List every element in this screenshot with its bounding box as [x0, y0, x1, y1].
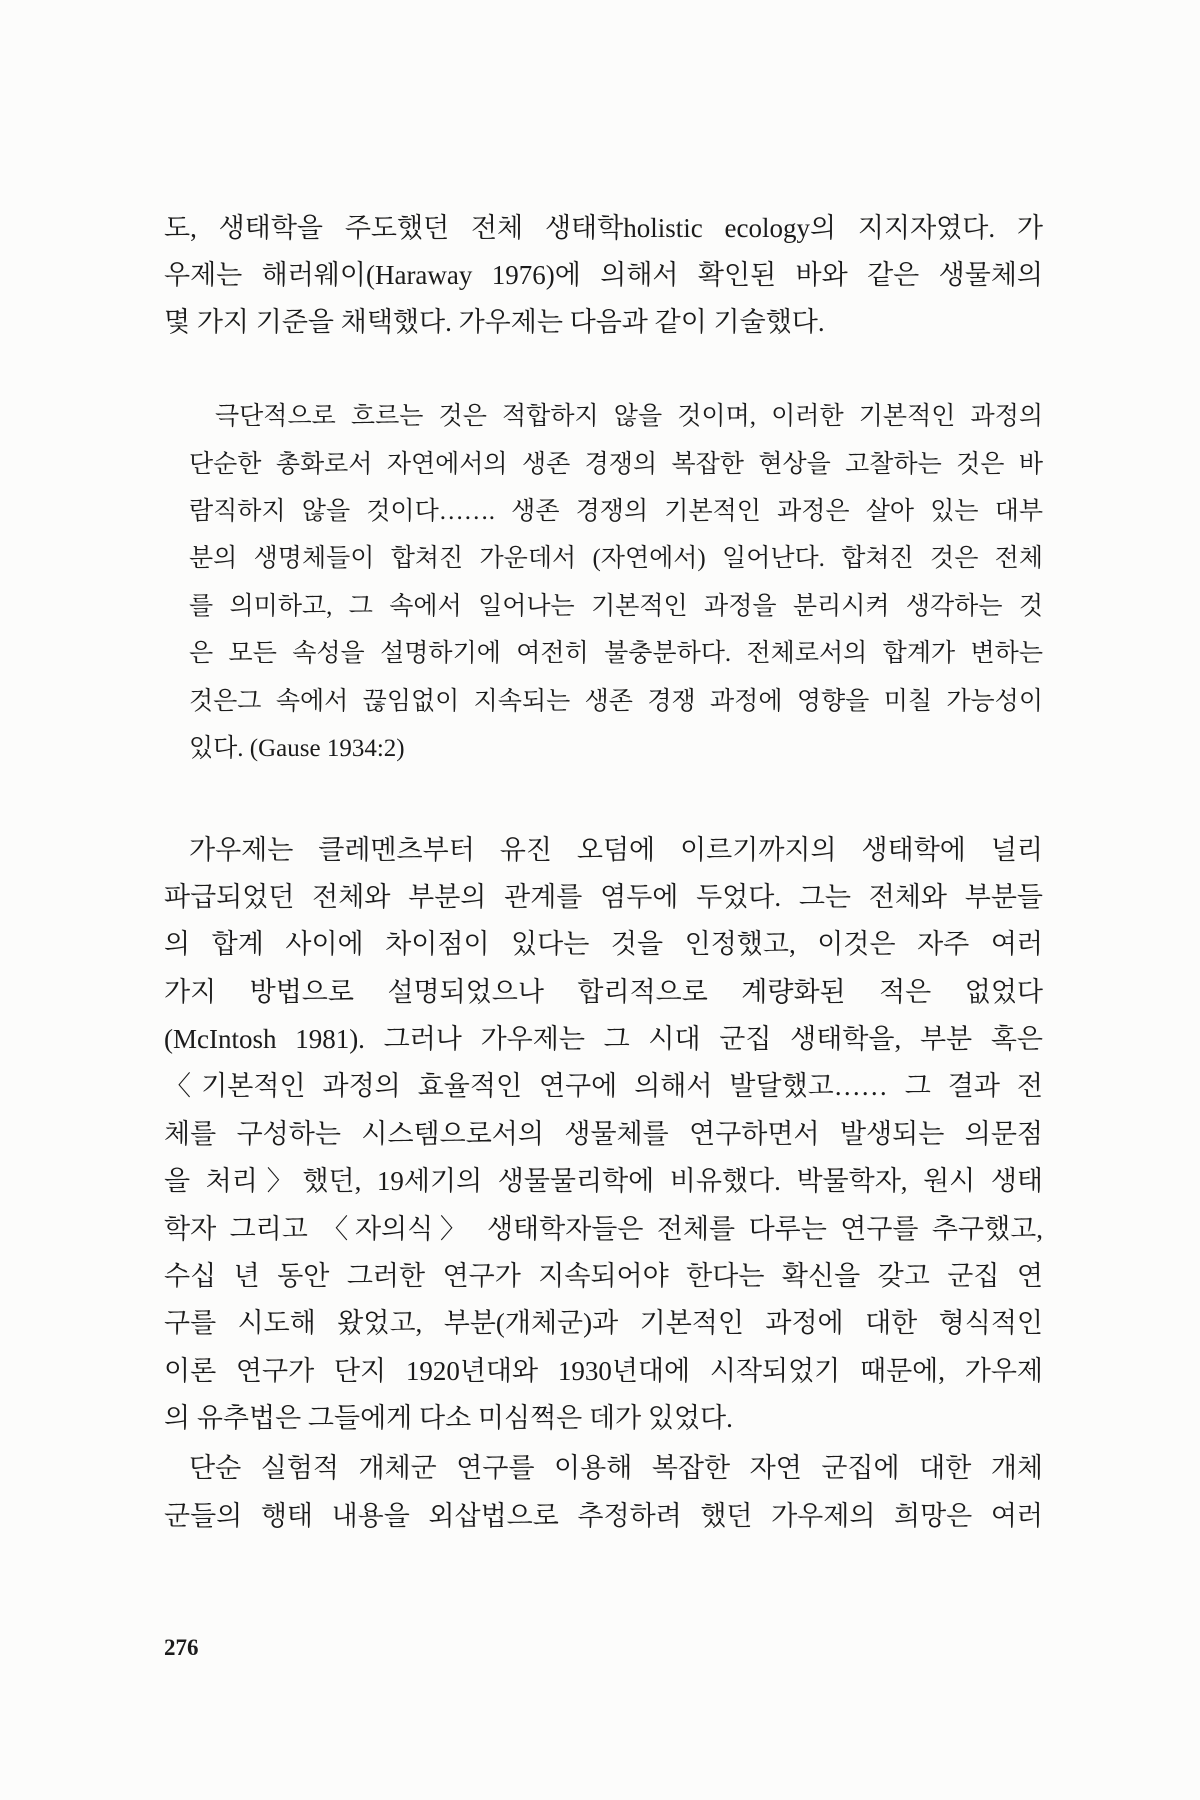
text-line: 가우제는 클레멘츠부터 유진 오덤에 이르기까지의 생태학에 널리: [189, 834, 1043, 865]
quote-line: 은 모든 속성을 설명하기에 여전히 불충분하다. 전체로서의 합계가 변하는: [189, 640, 1043, 668]
quote-line: 단순한 총화로서 자연에서의 생존 경쟁의 복잡한 현상을 고찰하는 것은 바: [189, 450, 1043, 478]
block-quote: [189, 393, 1043, 772]
text-line: 의 유추법은 그들에게 다소 미심쩍은 데가 있었다.: [164, 1403, 733, 1434]
paragraph-intro: [164, 205, 1043, 347]
text-line: 체를 구성하는 시스템으로서의 생물체를 연구하면서 발생되는 의문점: [164, 1118, 1043, 1149]
quote-line: 것은그 속에서 끊임없이 지속되는 생존 경쟁 과정에 영향을 미칠 가능성이: [189, 687, 1043, 715]
text-line: 수십 년 동안 그러한 연구가 지속되어야 한다는 확신을 갖고 군집 연: [164, 1261, 1043, 1292]
text-line: 이론 연구가 단지 1920년대와 1930년대에 시작되었기 때문에, 가우제: [164, 1355, 1043, 1386]
quote-line: 분의 생명체들이 합쳐진 가운데서 (자연에서) 일어난다. 합쳐진 것은 전체: [189, 545, 1043, 573]
text-line: 도, 생태학을 주도했던 전체 생태학holistic ecology의 지지자였다. 가: [164, 212, 1043, 243]
quote-line: 를 의미하고, 그 속에서 일어나는 기본적인 과정을 분리시켜 생각하는 것: [189, 592, 1043, 620]
text-line: (McIntosh 1981). 그러나 가우제는 그 시대 군집 생태학을, 부분 혹은: [164, 1024, 1043, 1055]
text-line: 우제는 해러웨이(Haraway 1976)에 의해서 확인된 바와 같은 생물체의: [164, 259, 1043, 290]
text-line: 구를 시도해 왔었고, 부분(개체군)과 기본적인 과정에 대한 형식적인: [164, 1308, 1043, 1339]
paragraph-2: [164, 827, 1043, 1443]
text-line: 학자 그리고 〈자의식〉 생태학자들은 전체를 다루는 연구를 추구했고,: [164, 1213, 1043, 1244]
text-line: 〈기본적인 과정의 효율적인 연구에 의해서 발달했고…… 그 결과 전: [164, 1071, 1043, 1102]
quote-citation-line: 있다. (Gause 1934:2): [189, 735, 405, 763]
paragraph-3: [164, 1445, 1043, 1540]
text-line: 파급되었던 전체와 부분의 관계를 염두에 두었다. 그는 전체와 부분들: [164, 881, 1043, 912]
text-line: 군들의 행태 내용을 외삽법으로 추정하려 했던 가우제의 희망은 여러: [164, 1500, 1043, 1531]
text-line: 가지 방법으로 설명되었으나 합리적으로 계량화된 적은 없었다: [164, 976, 1043, 1007]
page-number: 276: [164, 1635, 199, 1660]
text-line: 을 처리〉했던, 19세기의 생물물리학에 비유했다. 박물학자, 원시 생태: [164, 1166, 1043, 1197]
text-line: 몇 가지 기준을 채택했다. 가우제는 다음과 같이 기술했다.: [164, 307, 825, 338]
text-line: 의 합계 사이에 차이점이 있다는 것을 인정했고, 이것은 자주 여러: [164, 929, 1043, 960]
quote-line: 람직하지 않을 것이다……. 생존 경쟁의 기본적인 과정은 살아 있는 대부: [189, 498, 1043, 526]
quote-line: 극단적으로 흐르는 것은 적합하지 않을 것이며, 이러한 기본적인 과정의: [215, 403, 1043, 431]
text-line: 단순 실험적 개체군 연구를 이용해 복잡한 자연 군집에 대한 개체: [189, 1453, 1043, 1484]
